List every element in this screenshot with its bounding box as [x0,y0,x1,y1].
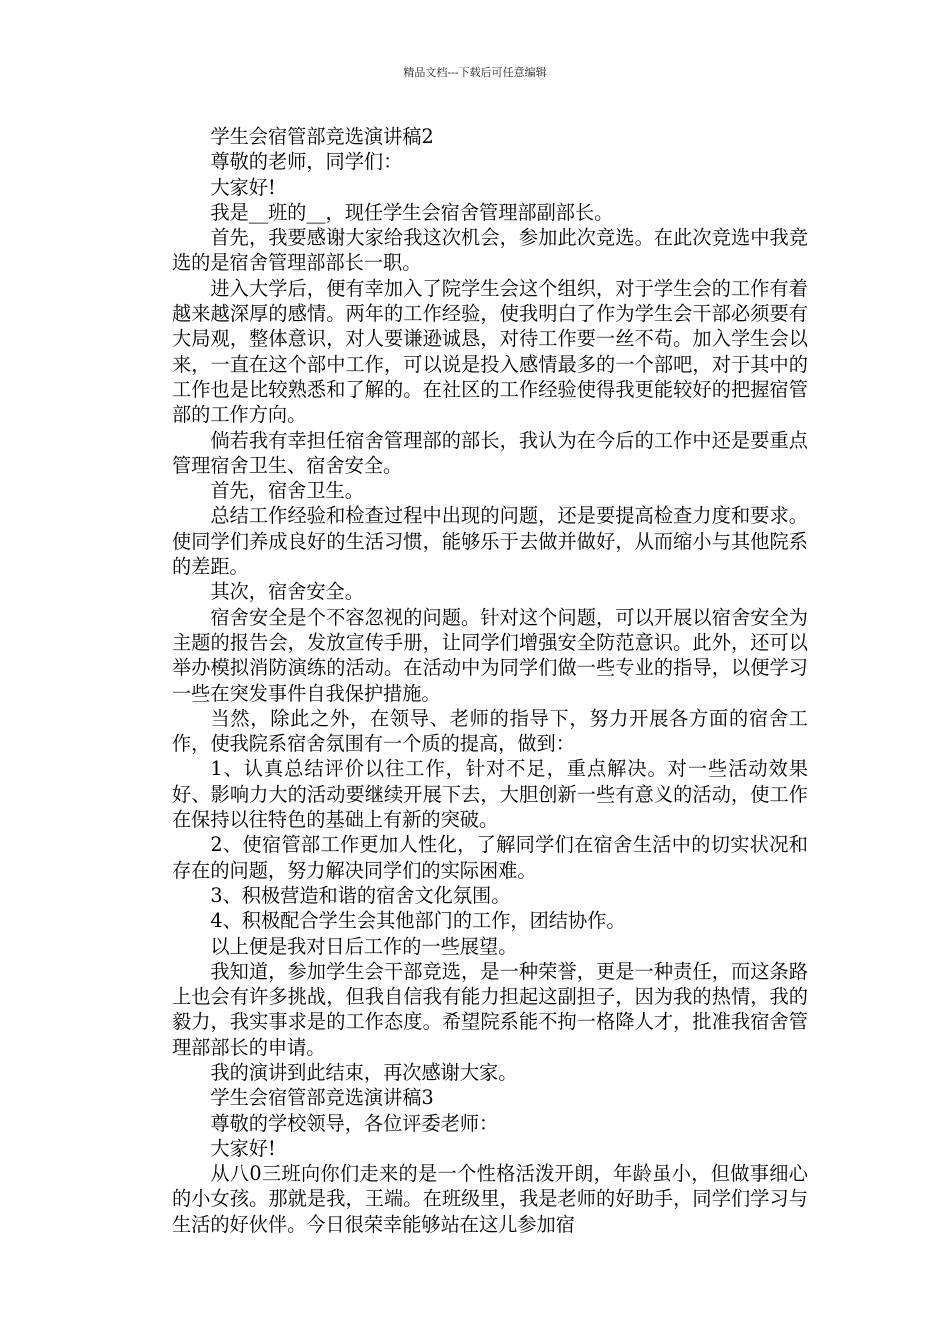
paragraph: 首先，宿舍卫生。 [210,479,364,503]
list-item: 1、认真总结评价以往工作，针对不足，重点解决。对一些活动效果好、影响力大的活动要继续开展下去，大胆创新一些有意义的活动，使工作在保持以往特色的基础上有新的突破。 [172,757,808,832]
paragraph: 倘若我有幸担任宿舍管理部的部长，我认为在今后的工作中还是要重点管理宿舍卫生、宿舍安全。 [172,428,808,477]
salutation: 尊敬的学校领导，各位评委老师： [210,1111,499,1135]
paragraph: 总结工作经验和检查过程中出现的问题，还是要提高检查力度和要求。使同学们养成良好的生活习惯，能够乐于去做并做好，从而缩小与其他院系的差距。 [172,504,808,579]
document-body [172,124,808,1237]
paragraph: 从八0三班向你们走来的是一个性格活泼开朗，年龄虽小，但做事细心的小女孩。那就是我，王端。在班级里，我是老师的好助手，同学们学习与生活的好伙伴。今日很荣幸能够站在这儿参加宿 [172,1162,808,1236]
section-title: 学生会宿管部竞选演讲稿3 [210,1086,434,1110]
list-item: 3、积极营造和谐的宿舍文化氛围。 [210,883,511,907]
paragraph: 其次，宿舍安全。 [210,580,364,604]
section-title: 学生会宿管部竞选演讲稿2 [210,125,434,148]
list-item: 4、积极配合学生会其他部门的工作，团结协作。 [210,909,626,933]
greeting: 大家好! [210,175,276,199]
paragraph: 首先，我要感谢大家给我这次机会，参加此次竞选。在此次竞选中我竞选的是宿舍管理部部长一职。 [172,226,808,275]
page-header: 精品文档---下载后可任意编辑 [403,66,547,79]
paragraph: 以上便是我对日后工作的一些展望。 [210,934,518,958]
paragraph: 进入大学后，便有幸加入了院学生会这个组织，对于学生会的工作有着越来越深厚的感情。两年的工作经验，使我明白了作为学生会干部必须要有大局观，整体意识，对人要谦逊诚恳，对待工作要一丝不苟。加入学生会以来，一直在这个部中工作，可以说是投入感情最多的一个部吧，对于其中的工作也是比较熟悉和了解的。在社区的工作经验使得我更能较好的把握宿管部的工作方向。 [172,276,808,427]
list-item: 2、使宿管部工作更加人性化，了解同学们在宿舍生活中的切实状况和存在的问题，努力解决同学们的实际困难。 [172,833,808,882]
paragraph: 我是__班的__，现任学生会宿舍管理部副部长。 [210,200,614,224]
paragraph: 我的演讲到此结束，再次感谢大家。 [210,1060,518,1084]
greeting: 大家好! [210,1136,276,1160]
paragraph: 当然，除此之外，在领导、老师的指导下，努力开展各方面的宿舍工作，使我院系宿舍氛围有一个质的提高，做到： [172,706,808,756]
paragraph: 我知道，参加学生会干部竞选，是一种荣誉，更是一种责任，而这条路上也会有许多挑战，但我自信我有能力担起这副担子，因为我的热情，我的毅力，我实事求是的工作态度。希望院系能不拘一格降人才，批准我宿舍管理部部长的申请。 [172,959,808,1059]
salutation: 尊敬的老师，同学们： [210,150,403,174]
paragraph: 宿舍安全是个不容忽视的问题。针对这个问题，可以开展以宿舍安全为主题的报告会，发放宣传手册，让同学们增强安全防范意识。此外，还可以举办模拟消防演练的活动。在活动中为同学们做一些专业的指导，以便学习一些在突发事件自我保护措施。 [172,605,808,705]
